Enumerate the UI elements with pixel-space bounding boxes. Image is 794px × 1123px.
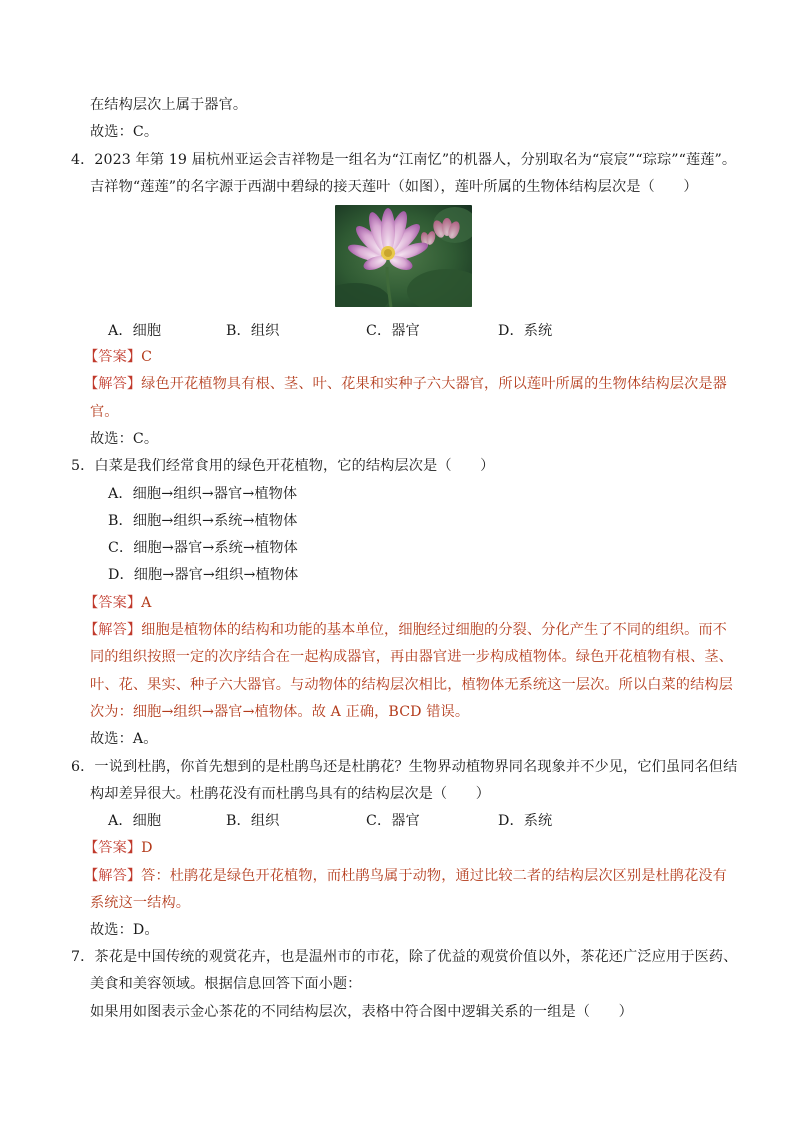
q4-answer-line bbox=[84, 347, 152, 367]
q6-analysis-text1: 答：杜鹃花是绿色开花植物，而杜鹃鸟属于动物，通过比较二者的结构层次区别是杜鹃花没有 bbox=[141, 868, 727, 884]
q6-option-b: B．组织 bbox=[226, 813, 280, 829]
q4-stem-line1: 4．2023 年第 19 届杭州亚运会吉祥物是一组名为“江南忆”的机器人，分别取名为“宸宸”“琮琮”“莲莲”。 bbox=[71, 152, 737, 168]
q4-analysis-text1: 绿色开花植物具有根、茎、叶、花果和实种子六大器官，所以莲叶所属的生物体结构层次是器 bbox=[141, 376, 727, 392]
q5-option-d: D．细胞→器官→组织→植物体 bbox=[108, 567, 299, 583]
q6-answer-tag: 【答案】 bbox=[84, 840, 142, 856]
q5-analysis-text1: 细胞是植物体的结构和功能的基本单位，细胞经过细胞的分裂、分化产生了不同的组织。而不 bbox=[141, 622, 727, 638]
q5-option-c: C．细胞→器官→系统→植物体 bbox=[108, 540, 298, 556]
q7-stem-line1: 7．茶花是中国传统的观赏花卉，也是温州市的市花，除了优益的观赏价值以外，茶花还广泛应用于医药、 bbox=[71, 949, 738, 965]
q3-conclusion: 故选：C。 bbox=[90, 124, 159, 140]
q4-option-d: D．系统 bbox=[498, 323, 553, 339]
q4-analysis-line2: 官。 bbox=[90, 404, 119, 420]
q3-tail-line: 在结构层次上属于器官。 bbox=[90, 97, 248, 113]
q6-answer-line bbox=[84, 838, 153, 858]
q5-analysis-tag: 【解答】 bbox=[84, 622, 142, 638]
q5-analysis-line4: 次为：细胞→组织→器官→植物体。故 A 正确，BCD 错误。 bbox=[90, 704, 470, 720]
q6-option-d: D．系统 bbox=[498, 813, 553, 829]
q7-stem-line3: 如果用如图表示金心茶花的不同结构层次，表格中符合图中逻辑关系的一组是（ ） bbox=[90, 1004, 633, 1020]
q5-analysis-line2: 同的组织按照一定的次序结合在一起构成器官，再由器官进一步构成植物体。绿色开花植物有根、茎、 bbox=[90, 649, 733, 665]
q5-stem: 5．白菜是我们经常食用的绿色开花植物，它的结构层次是（ ） bbox=[71, 458, 495, 474]
q5-answer-value: A bbox=[141, 595, 152, 611]
q6-analysis-tag: 【解答】 bbox=[84, 868, 142, 884]
q6-stem-line1: 6．一说到杜鹃，你首先想到的是杜鹃鸟还是杜鹃花？生物界动植物界同名现象并不少见，它们虽同名但结 bbox=[71, 759, 738, 775]
q6-option-c: C．器官 bbox=[366, 813, 420, 829]
q4-answer-tag: 【答案】 bbox=[84, 349, 142, 365]
q7-stem-line2: 美食和美容领域。根据信息回答下面小题： bbox=[90, 976, 362, 992]
lotus-flower-image bbox=[335, 205, 472, 307]
q6-option-a: A．细胞 bbox=[108, 813, 162, 829]
q5-option-b: B．细胞→组织→系统→植物体 bbox=[108, 513, 298, 529]
q5-analysis-line3: 叶、花、果实、种子六大器官。与动物体的结构层次相比，植物体无系统这一层次。所以白菜的结构层 bbox=[90, 677, 733, 693]
q6-stem-line2: 构却差异很大。杜鹃花没有而杜鹃鸟具有的结构层次是（ ） bbox=[90, 786, 491, 802]
q6-analysis-line2: 系统这一结构。 bbox=[90, 895, 191, 911]
q4-answer-value: C bbox=[141, 349, 153, 365]
q5-answer-line bbox=[84, 593, 152, 613]
q4-analysis-tag: 【解答】 bbox=[84, 376, 142, 392]
q5-option-a: A．细胞→组织→器官→植物体 bbox=[108, 486, 298, 502]
q6-answer-value: D bbox=[141, 840, 153, 856]
q4-option-b: B．组织 bbox=[226, 323, 280, 339]
q4-option-a: A．细胞 bbox=[108, 323, 162, 339]
q5-conclusion: 故选：A。 bbox=[90, 731, 158, 747]
q4-conclusion: 故选：C。 bbox=[90, 431, 159, 447]
q5-answer-tag: 【答案】 bbox=[84, 595, 142, 611]
q6-analysis-line1 bbox=[84, 866, 727, 886]
q4-stem-line2: 吉祥物“莲莲”的名字源于西湖中碧绿的接天莲叶（如图），莲叶所属的生物体结构层次是（ ） bbox=[90, 179, 698, 195]
q4-option-c: C．器官 bbox=[366, 323, 420, 339]
q6-conclusion: 故选：D。 bbox=[90, 922, 159, 938]
q4-analysis-line1 bbox=[84, 374, 727, 394]
q5-analysis-line1 bbox=[84, 620, 727, 640]
